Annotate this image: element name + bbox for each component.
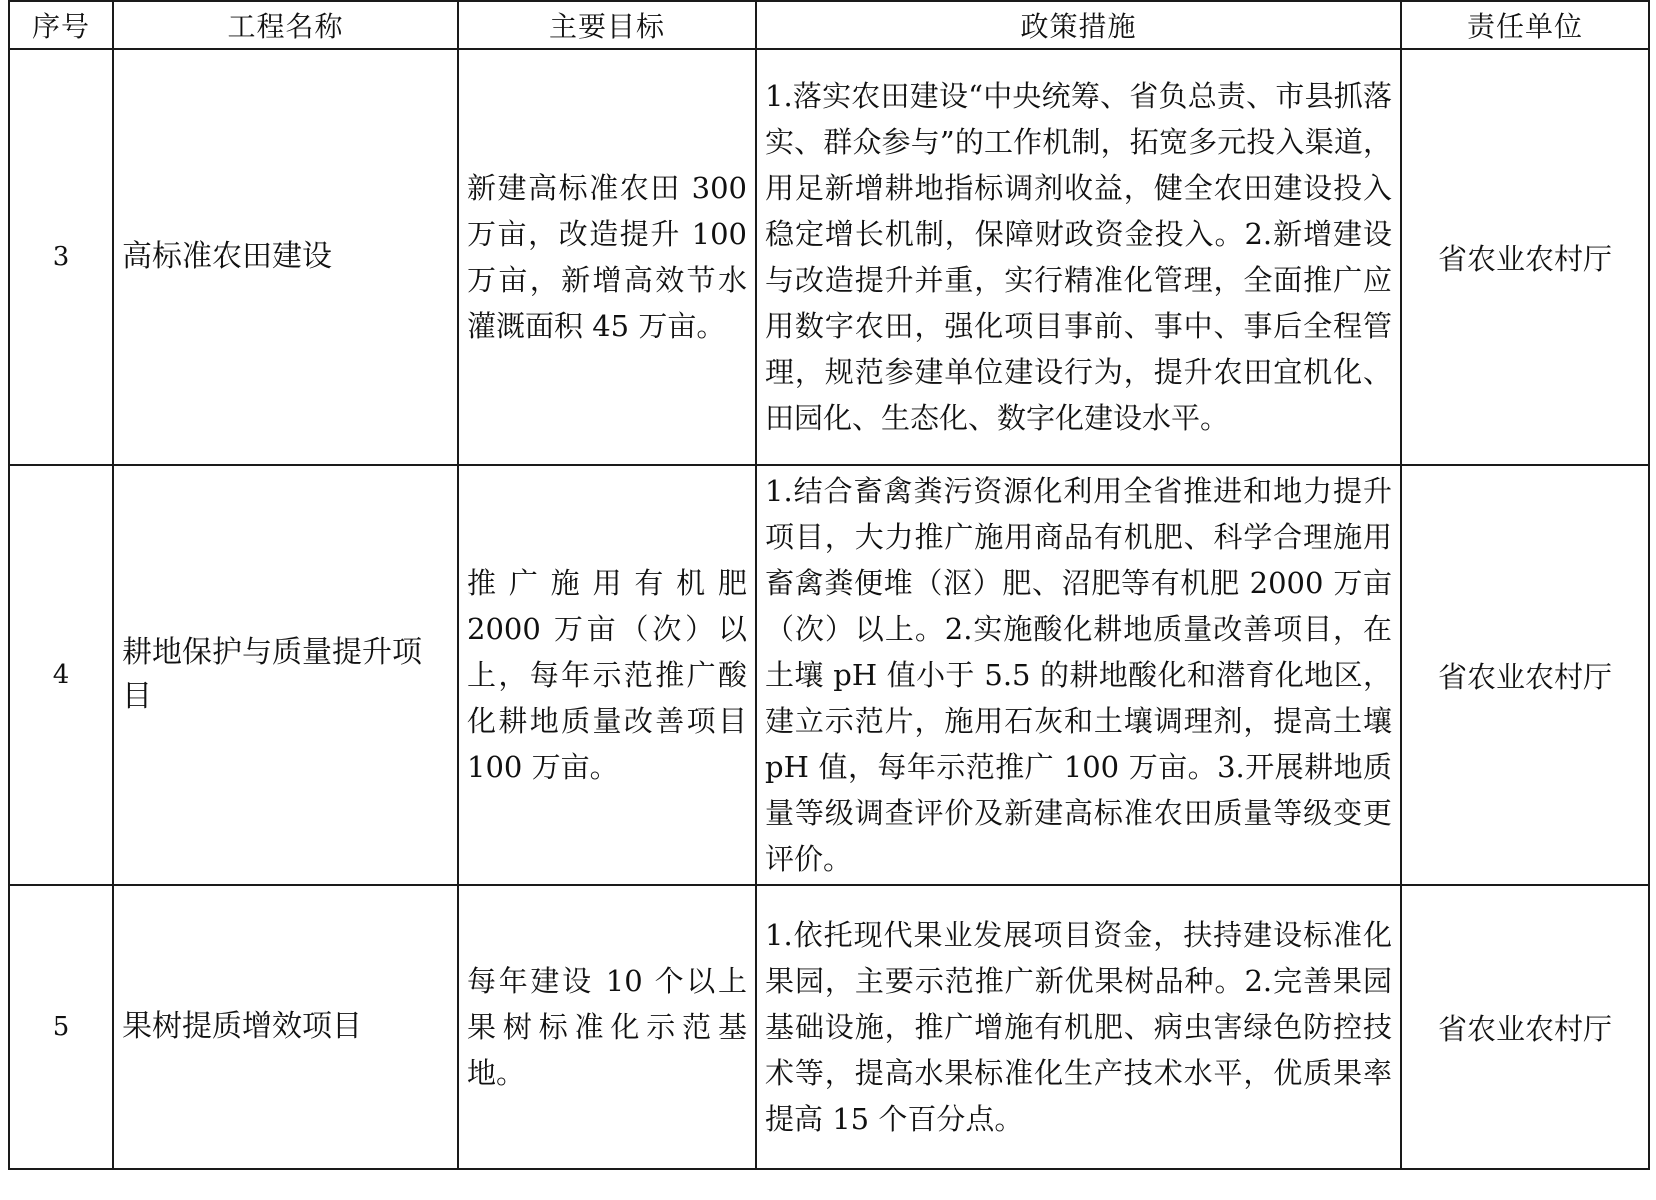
row-project-name: 耕地保护与质量提升项目 <box>113 465 458 885</box>
header-goal: 主要目标 <box>458 1 756 49</box>
row-index: 3 <box>9 49 113 465</box>
row-responsible-unit: 省农业农村厅 <box>1401 885 1649 1169</box>
row-policy-measures: 1.结合畜禽粪污资源化利用全省推进和地力提升项目，大力推广施用商品有机肥、科学合理施用畜禽粪便堆（沤）肥、沼肥等有机肥 2000 万亩（次）以上。2.实施酸化耕地质量改善项目，在土壤 pH 值小于 5.5 的耕地酸化和潜育化地区，建立示范片，施用石灰和土壤调理剂，提高土壤 pH 值，每年示范推广 100 万亩。3.开展耕地质量等级调查评价及新建高标准农田质量等级变更评价。 <box>756 465 1401 885</box>
row-responsible-unit: 省农业农村厅 <box>1401 465 1649 885</box>
project-table <box>8 0 1650 1170</box>
row-main-goal: 每年建设 10 个以上果树标准化示范基地。 <box>458 885 756 1169</box>
row-policy-measures: 1.依托现代果业发展项目资金，扶持建设标准化果园，主要示范推广新优果树品种。2.完善果园基础设施，推广增施有机肥、病虫害绿色防控技术等，提高水果标准化生产技术水平，优质果率提高 15 个百分点。 <box>756 885 1401 1169</box>
row-main-goal: 新建高标准农田 300 万亩，改造提升 100 万亩，新增高效节水灌溉面积 45 万亩。 <box>458 49 756 465</box>
header-index: 序号 <box>9 1 113 49</box>
row-index: 4 <box>9 465 113 885</box>
row-main-goal: 推广施用有机肥 2000 万亩（次）以上，每年示范推广酸化耕地质量改善项目 100 万亩。 <box>458 465 756 885</box>
row-project-name: 果树提质增效项目 <box>113 885 458 1169</box>
row-index: 5 <box>9 885 113 1169</box>
table-header-row <box>9 1 1649 49</box>
row-policy-measures: 1.落实农田建设“中央统筹、省负总责、市县抓落实、群众参与”的工作机制，拓宽多元投入渠道，用足新增耕地指标调剂收益，健全农田建设投入稳定增长机制，保障财政资金投入。2.新增建设与改造提升并重，实行精准化管理，全面推广应用数字农田，强化项目事前、事中、事后全程管理，规范参建单位建设行为，提升农田宜机化、田园化、生态化、数字化建设水平。 <box>756 49 1401 465</box>
header-name: 工程名称 <box>113 1 458 49</box>
table-row <box>9 465 1649 885</box>
row-project-name: 高标准农田建设 <box>113 49 458 465</box>
header-policy: 政策措施 <box>756 1 1401 49</box>
header-unit: 责任单位 <box>1401 1 1649 49</box>
table-row <box>9 49 1649 465</box>
table-row <box>9 885 1649 1169</box>
row-responsible-unit: 省农业农村厅 <box>1401 49 1649 465</box>
